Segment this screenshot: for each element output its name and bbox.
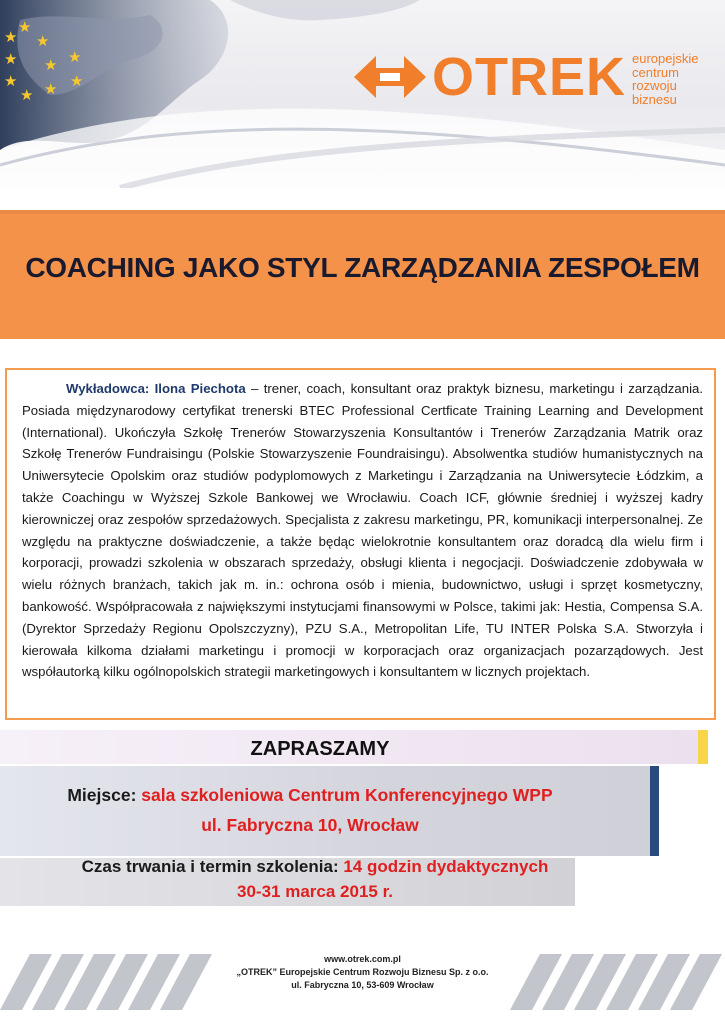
svg-text:★: ★	[4, 73, 18, 90]
svg-text:★: ★	[44, 81, 58, 98]
svg-text:★: ★	[18, 19, 32, 36]
svg-text:★: ★	[70, 73, 84, 90]
place-line-1	[0, 785, 620, 806]
time-duration: 14 godzin dydaktycznych	[343, 857, 549, 876]
footer-website: www.otrek.com.pl	[324, 954, 401, 964]
invite-heading: ZAPRASZAMY	[250, 738, 390, 760]
footer-info	[200, 953, 525, 992]
place-value: sala szkoleniowa Centrum Konferencyjnego WPP	[141, 785, 553, 805]
title-band	[0, 210, 725, 339]
invite-accent	[698, 730, 708, 764]
time-line-2	[0, 882, 630, 902]
svg-text:★: ★	[44, 57, 58, 74]
place-accent	[650, 766, 659, 856]
page-title: COACHING JAKO STYL ZARZĄDZANIA ZESPOŁEM	[25, 252, 700, 283]
lecturer-label: Wykładowca: Ilona Piechota	[66, 381, 246, 396]
footer-company: „OTREK” Europejskie Centrum Rozwoju Biznesu Sp. z o.o.	[236, 967, 489, 977]
tagline-line: centrum	[632, 64, 679, 80]
header-banner	[0, 0, 725, 188]
time-date: 30-31 marca 2015 r.	[237, 882, 393, 901]
svg-text:★: ★	[68, 49, 82, 66]
brand-tagline	[632, 52, 699, 106]
time-line-1	[0, 857, 630, 877]
svg-text:★: ★	[4, 51, 18, 68]
time-label: Czas trwania i termin szkolenia:	[81, 857, 344, 876]
svg-text:★: ★	[4, 29, 18, 46]
brand-name: OTREK	[432, 47, 626, 107]
arrow-logo-icon	[350, 42, 430, 112]
place-address: ul. Fabryczna 10, Wrocław	[201, 815, 419, 835]
place-label: Miejsce:	[67, 785, 142, 805]
tagline-line: rozwoju	[632, 78, 677, 93]
lecturer-bio-box	[5, 368, 716, 720]
place-band	[0, 766, 650, 856]
lecturer-description: – trener, coach, konsultant oraz praktyk biznesu, marketingu i zarządzania. Posiada międzynarodowy certyfikat trenerski BTEC Professional Certficate Training Learning and Development (International). Ukończyła Szkołę Trenerów Stowarzyszenia Konsultantów i Trenerów Zarządzania Matrik oraz Szkołę Trenerów Fundraisingu (Polskie Stowarzyszenie Foundraisingu). Absolwentka studiów humanistycznych na Uniwersytecie Opolskim oraz studiów podyplomowych z Marketingu i Zarządzania na Uniwersytecie Łódzkim, a także Coachingu w Wyższej Szkole Bankowej we Wrocławiu. Coach ICF, głównie średniej i wyższej kadry kierowniczej oraz zespołów sprzedażowych. Specjalista z zakresu marketingu, PR, komunikacji interpersonalnej. Ze względu na praktyczne doświadczenie, a także będąc wielokrotnie konsultantem oraz doradcą dla wielu firm i korporacji, prowadzi szkolenia w obszarach sprzedaży, obsługi klienta i negocjacji. Doświadczenie zdobywała w wielu różnych branżach, takich jak m. in.: ochrona osób i mienia, budownictwo, usługi i sprzęt kosmetyczny, bankowość. Współpracowała z największymi instytucjami finansowymi w Polsce, takimi jak: Hestia, Compensa S.A. (Dyrektor Sprzedaży Regionu Opolszczyzny), PZU S.A., Metropolitan Life, TU INTER Polska S.A. Stworzyła i kierowała kilkoma działami marketingu i promocji w korporacjach oraz organizacjach pozarządowych. Jest współautorką kilku ogólnopolskich strategii marketingowych i konsultantem w licznych projektach.	[22, 381, 703, 680]
tagline-line: europejskie	[632, 51, 699, 66]
tagline-line: biznesu	[632, 91, 677, 107]
lecturer-bio	[22, 378, 703, 683]
place-line-2	[0, 815, 620, 836]
svg-text:★: ★	[20, 87, 34, 104]
otrek-logo	[350, 40, 720, 120]
footer-address: ul. Fabryczna 10, 53-609 Wrocław	[291, 980, 434, 990]
svg-text:★: ★	[36, 33, 50, 50]
